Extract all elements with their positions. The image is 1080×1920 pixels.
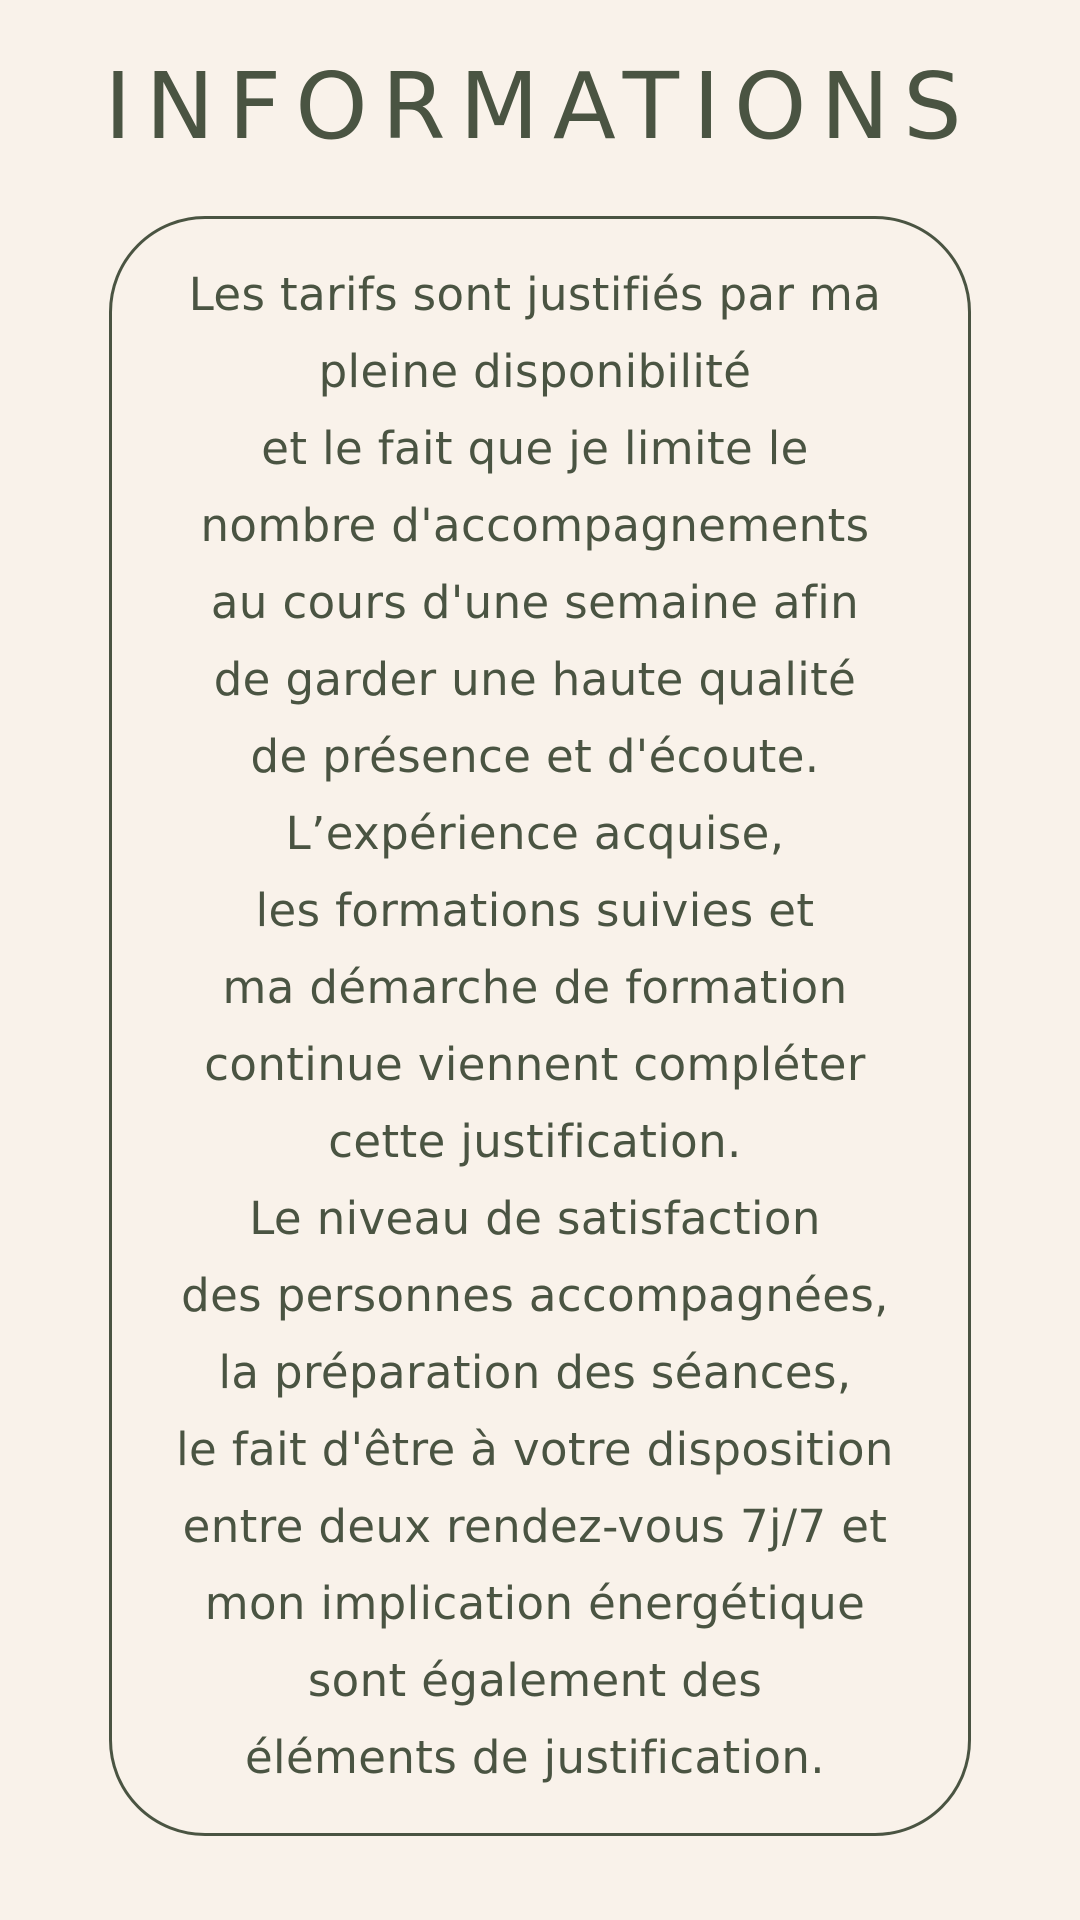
info-line: Les tarifs sont justifiés par ma xyxy=(188,268,882,321)
info-line: mon implication énergétique xyxy=(204,1577,866,1630)
info-line: éléments de justification. xyxy=(244,1731,826,1784)
info-line: le fait d'être à votre disposition xyxy=(176,1423,894,1476)
info-line: de présence et d'écoute. xyxy=(250,730,820,783)
info-line: des personnes accompagnées, xyxy=(181,1269,889,1322)
info-line: et le fait que je limite le xyxy=(261,422,809,475)
info-line: Le niveau de satisfaction xyxy=(249,1192,821,1245)
info-line: sont également des xyxy=(307,1654,763,1707)
page-title: INFORMATIONS xyxy=(104,53,976,160)
info-text xyxy=(0,256,1070,1796)
info-line: nombre d'accompagnements xyxy=(200,499,870,552)
info-line: au cours d'une semaine afin xyxy=(210,576,860,629)
info-line: L’expérience acquise, xyxy=(285,807,785,860)
info-line: entre deux rendez-vous 7j/7 et xyxy=(182,1500,888,1553)
info-line: ma démarche de formation xyxy=(222,961,848,1014)
info-line: les formations suivies et xyxy=(255,884,815,937)
info-line: la préparation des séances, xyxy=(218,1346,852,1399)
info-line: de garder une haute qualité xyxy=(213,653,857,706)
info-line: cette justification. xyxy=(328,1115,742,1168)
info-line: continue viennent compléter xyxy=(204,1038,866,1091)
info-line: pleine disponibilité xyxy=(318,345,752,398)
